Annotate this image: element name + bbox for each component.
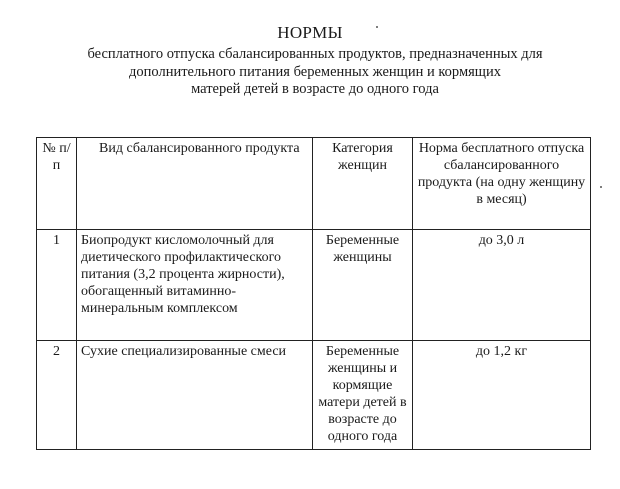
header-product: Вид сбалансированного продукта xyxy=(77,138,313,230)
scan-speck xyxy=(600,186,602,188)
cell-norm: до 3,0 л xyxy=(413,230,591,341)
subtitle-line: дополнительного питания беременных женщин и кормящих xyxy=(129,63,501,80)
table-header-row xyxy=(37,138,591,230)
cell-product: Сухие специализированные смеси xyxy=(77,341,313,450)
subtitle-line: матерей детей в возрасте до одного года xyxy=(191,81,439,97)
header-num: № п/п xyxy=(37,138,77,230)
cell-category: Беременные женщины xyxy=(313,230,413,341)
document-subtitle xyxy=(40,46,590,99)
cell-num: 2 xyxy=(37,341,77,450)
table-row xyxy=(37,230,591,341)
scan-speck xyxy=(376,26,378,28)
table-row xyxy=(37,341,591,450)
cell-num: 1 xyxy=(37,230,77,341)
header-category: Категория женщин xyxy=(313,138,413,230)
norms-table xyxy=(36,137,591,450)
cell-category: Беременные женщины и кормящие матери детей в возрасте до одного года xyxy=(313,341,413,450)
subtitle-line: бесплатного отпуска сбалансированных продуктов, предназначенных для xyxy=(87,46,543,62)
cell-norm: до 1,2 кг xyxy=(413,341,591,450)
document-title: НОРМЫ xyxy=(277,23,343,42)
header-norm: Норма бесплатного отпуска сбалансированного продукта (на одну женщину в месяц) xyxy=(413,138,591,230)
cell-product: Биопродукт кисломолочный для диетического профилактического питания (3,2 процента жирности), обогащенный витаминно-минеральным комплексом xyxy=(77,230,313,341)
